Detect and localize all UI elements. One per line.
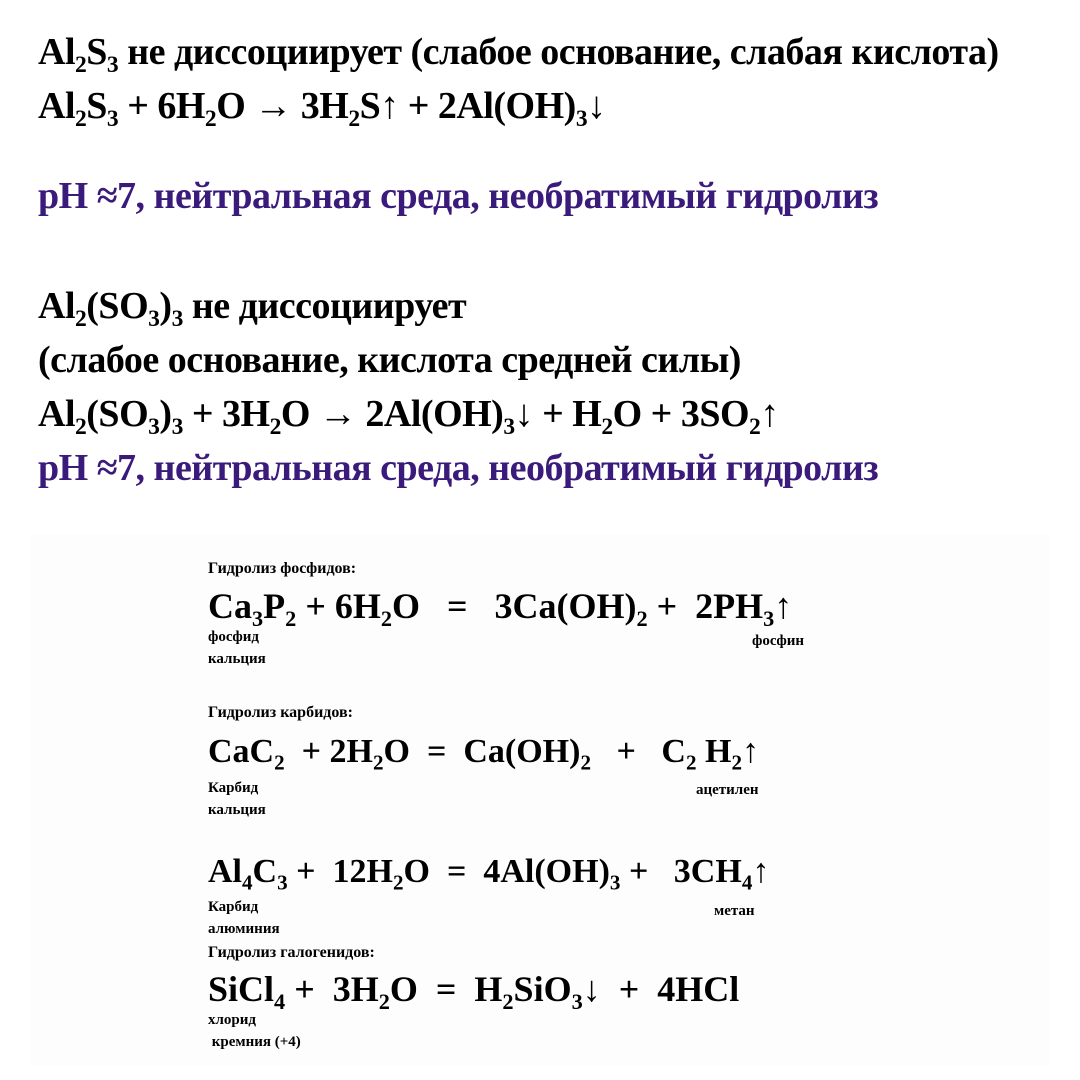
phosphide-label-left: фосфид кальция [208,629,266,667]
phosphides-title: Гидролиз фосфидов: [208,560,357,577]
phosphide-label-right: фосфин [752,633,805,649]
calcium-carbide-equation: $CaC_2 + 2H_2O = Ca(OH)_2 + C_2$ $H_2↑$ [208,733,759,775]
aluminum-carbide-equation: $Al_4C_3 + 12H_2O = 4Al(OH)_3$ + $3CH_4↑$ [208,853,770,895]
phosphide-equation: $Ca_3P_2 + 6H_2O = 3Ca(OH)_2$ + $2PH_3↑$ [208,586,793,631]
halides-title: Гидролиз галогенидов: [208,944,375,961]
al2so33-ph-conclusion: pH ≈7, нейтральная среда, необратимый гидролиз [38,447,879,489]
calcium-carbide-label-right: ацетилен [696,782,759,798]
aluminum-carbide-label-left: Карбид алюминия [208,899,280,937]
al2so33-statement-text: не диссоциирует [182,285,467,327]
al2s3-statement: $Al_2S_3$ не диссоциирует (слабое основание, слабая кислота) [38,31,999,79]
calcium-carbide-label-left: Карбид кальция [208,780,266,818]
carbides-title: Гидролиз карбидов: [208,704,353,721]
al2s3-equation: $Al_2S_3 + 6H_2O$ → $3H_2S↑$ + $2Al(OH)_3↓$ [38,85,606,133]
halide-label-left: хлорид кремния (+4) [208,1012,301,1050]
halide-equation: SiCl$_4$ + $3H_2O$ = $H_2SiO_3↓ + 4HCl$ [208,969,740,1014]
al2s3-statement-text: не диссоциирует (слабое основание, слабая кислота) [118,31,999,73]
aluminum-carbide-label-right: метан [714,903,755,919]
al2so33-statement: $Al_2(SO_3)_3$ не диссоциирует [38,285,467,333]
al2so33-explanation: (слабое основание, кислота средней силы) [38,339,741,381]
al2s3-ph-conclusion: pH ≈7, нейтральная среда, необратимый гидролиз [38,175,879,217]
al2so33-equation: $Al_2(SO_3)_3 + 3H_2O$ → $2Al(OH)_3↓ + H_2O$ + $3SO_2↑$ [38,393,779,441]
